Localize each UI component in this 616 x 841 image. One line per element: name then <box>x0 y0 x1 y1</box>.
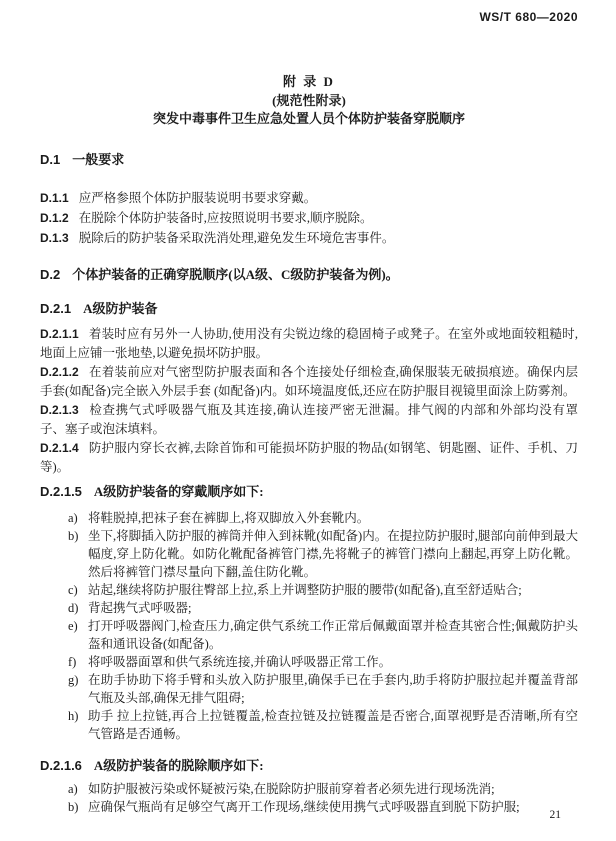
section-title: A级防护装备的脱除顺序如下: <box>93 757 264 773</box>
list-item-letter: b) <box>68 528 79 543</box>
section-number: D.1 <box>40 151 61 167</box>
clause-number: D.1.2 <box>40 210 69 225</box>
list-item-letter: a) <box>68 510 78 525</box>
clause-d1-1 <box>40 188 578 208</box>
list-item-text: 将呼吸器面罩和供气系统连接,并确认呼吸器正常工作。 <box>88 654 392 669</box>
appendix-title: 突发中毒事件卫生应急处置人员个体防护装备穿脱顺序 <box>152 111 465 126</box>
donning-steps-list <box>40 509 578 743</box>
clause-number: D.2.1.1 <box>40 326 79 341</box>
standard-number: WS/T 680—2020 <box>479 10 578 24</box>
list-item-letter: g) <box>68 672 79 687</box>
list-item-letter: c) <box>68 582 78 597</box>
list-item-letter: f) <box>68 654 77 669</box>
list-item-letter: h) <box>68 708 79 723</box>
appendix-label: 附 录 D <box>283 74 335 89</box>
list-item <box>68 581 578 599</box>
list-item <box>68 599 578 617</box>
list-item <box>68 671 578 707</box>
page-number: 21 <box>549 809 561 821</box>
clauses-d1 <box>40 188 578 248</box>
list-item <box>68 617 578 653</box>
section-title: A级防护装备 <box>83 300 158 316</box>
clause-text: 着装时应有另外一人协助,使用没有尖锐边缘的稳固椅子或凳子。在室外或地面较粗糙时,地面上应铺一张地垫,以避免损坏防护服。 <box>40 326 578 360</box>
clause-number: D.2.1.2 <box>40 364 79 379</box>
clause-d2-1-2 <box>40 363 578 401</box>
list-item <box>68 707 578 743</box>
section-heading-d2-1-5 <box>40 483 578 500</box>
clause-text: 应严格参照个体防护服装说明书要求穿戴。 <box>78 190 317 205</box>
list-item-text: 如防护服被污染或怀疑被污染,在脱除防护服前穿着者必须先进行现场洗消; <box>88 781 495 796</box>
section-title: A级防护装备的穿戴顺序如下: <box>93 483 264 499</box>
section-title: 一般要求 <box>72 151 125 167</box>
list-item-letter: b) <box>68 799 79 814</box>
clause-d1-3 <box>40 228 578 248</box>
clause-number: D.1.3 <box>40 230 69 245</box>
list-item-letter: a) <box>68 781 78 796</box>
list-item <box>68 653 578 671</box>
section-title: 个体护装备的正确穿脱顺序(以A级、C级防护装备为例)。 <box>72 266 399 282</box>
list-item-text: 在助手协助下将手臂和头放入防护服里,确保手已在手套内,助手将防护服拉起并覆盖背部气瓶及头部,确保无排气阻碍; <box>88 672 578 705</box>
clause-text: 在着装前应对气密型防护服表面和各个连接处仔细检查,确保服装无破损痕迹。确保内层手套(如配备)完全嵌入外层手套 (如配备)内。如环境温度低,还应在防护服目视镜里面涂上防雾剂。 <box>40 364 578 398</box>
section-heading-d2-1 <box>40 300 578 317</box>
section-number: D.2.1.5 <box>40 483 82 499</box>
clause-d2-1-4 <box>40 439 578 477</box>
section-heading-d2 <box>40 266 578 283</box>
section-number: D.2.1 <box>40 300 72 316</box>
clause-text: 在脱除个体防护装备时,应按照说明书要求,顺序脱除。 <box>78 210 373 225</box>
appendix-type-note: (规范性附录) <box>272 92 346 108</box>
list-item <box>68 798 578 816</box>
clause-number: D.1.1 <box>40 190 69 205</box>
clause-number: D.2.1.4 <box>40 440 79 455</box>
clause-d1-2 <box>40 208 578 228</box>
clause-text: 防护服内穿长衣裤,去除首饰和可能损坏防护服的物品(如钢笔、钥匙圈、证件、手机、刀等)。 <box>40 440 578 474</box>
doffing-steps-list <box>40 780 578 816</box>
list-item <box>68 780 578 798</box>
list-item <box>68 509 578 527</box>
list-item-text: 助手 拉上拉链,再合上拉链覆盖,检查拉链及拉链覆盖是否密合,面罩视野是否清晰,所有空气管路是否通畅。 <box>88 708 578 741</box>
clause-d2-1-1 <box>40 325 578 363</box>
list-item-text: 将鞋脱掉,把袜子套在裤脚上,将双脚放入外套靴内。 <box>88 510 370 525</box>
clauses-d2-1 <box>40 325 578 477</box>
clause-text: 检查携气式呼吸器气瓶及其连接,确认连接严密无泄漏。排气阀的内部和外部均没有罩子、塞子或泡沫填料。 <box>40 402 578 436</box>
list-item-text: 打开呼吸器阀门,检查压力,确定供气系统工作正常后佩戴面罩并检查其密合性;佩戴防护头盔和通讯设备(如配备)。 <box>88 618 578 651</box>
list-item-text: 站起,继续将防护服往臀部上拉,系上并调整防护服的腰带(如配备),直至舒适贴合; <box>88 582 522 597</box>
list-item-text: 应确保气瓶尚有足够空气离开工作现场,继续使用携气式呼吸器直到脱下防护服; <box>88 799 520 814</box>
clause-text: 脱除后的防护装备采取洗消处理,避免发生环境危害事件。 <box>78 230 395 245</box>
section-heading-d1 <box>40 151 578 168</box>
list-item <box>68 527 578 581</box>
list-item-text: 坐下,将脚插入防护服的裤筒并伸入到袜靴(如配备)内。在提拉防护服时,腿部向前伸到最大幅度,穿上防化靴。如防化靴配备裤管门襟,先将靴子的裤管门襟向上翻起,再穿上防化靴。然后将裤管门襟尽量向下翻,盖住防化靴。 <box>88 528 578 579</box>
section-number: D.2 <box>40 266 61 282</box>
list-item-text: 背起携气式呼吸器; <box>88 600 192 615</box>
section-heading-d2-1-6 <box>40 757 578 774</box>
list-item-letter: e) <box>68 618 78 633</box>
section-number: D.2.1.6 <box>40 757 82 773</box>
appendix-heading-block <box>40 73 578 129</box>
clause-number: D.2.1.3 <box>40 402 79 417</box>
list-item-letter: d) <box>68 600 79 615</box>
clause-d2-1-3 <box>40 401 578 439</box>
